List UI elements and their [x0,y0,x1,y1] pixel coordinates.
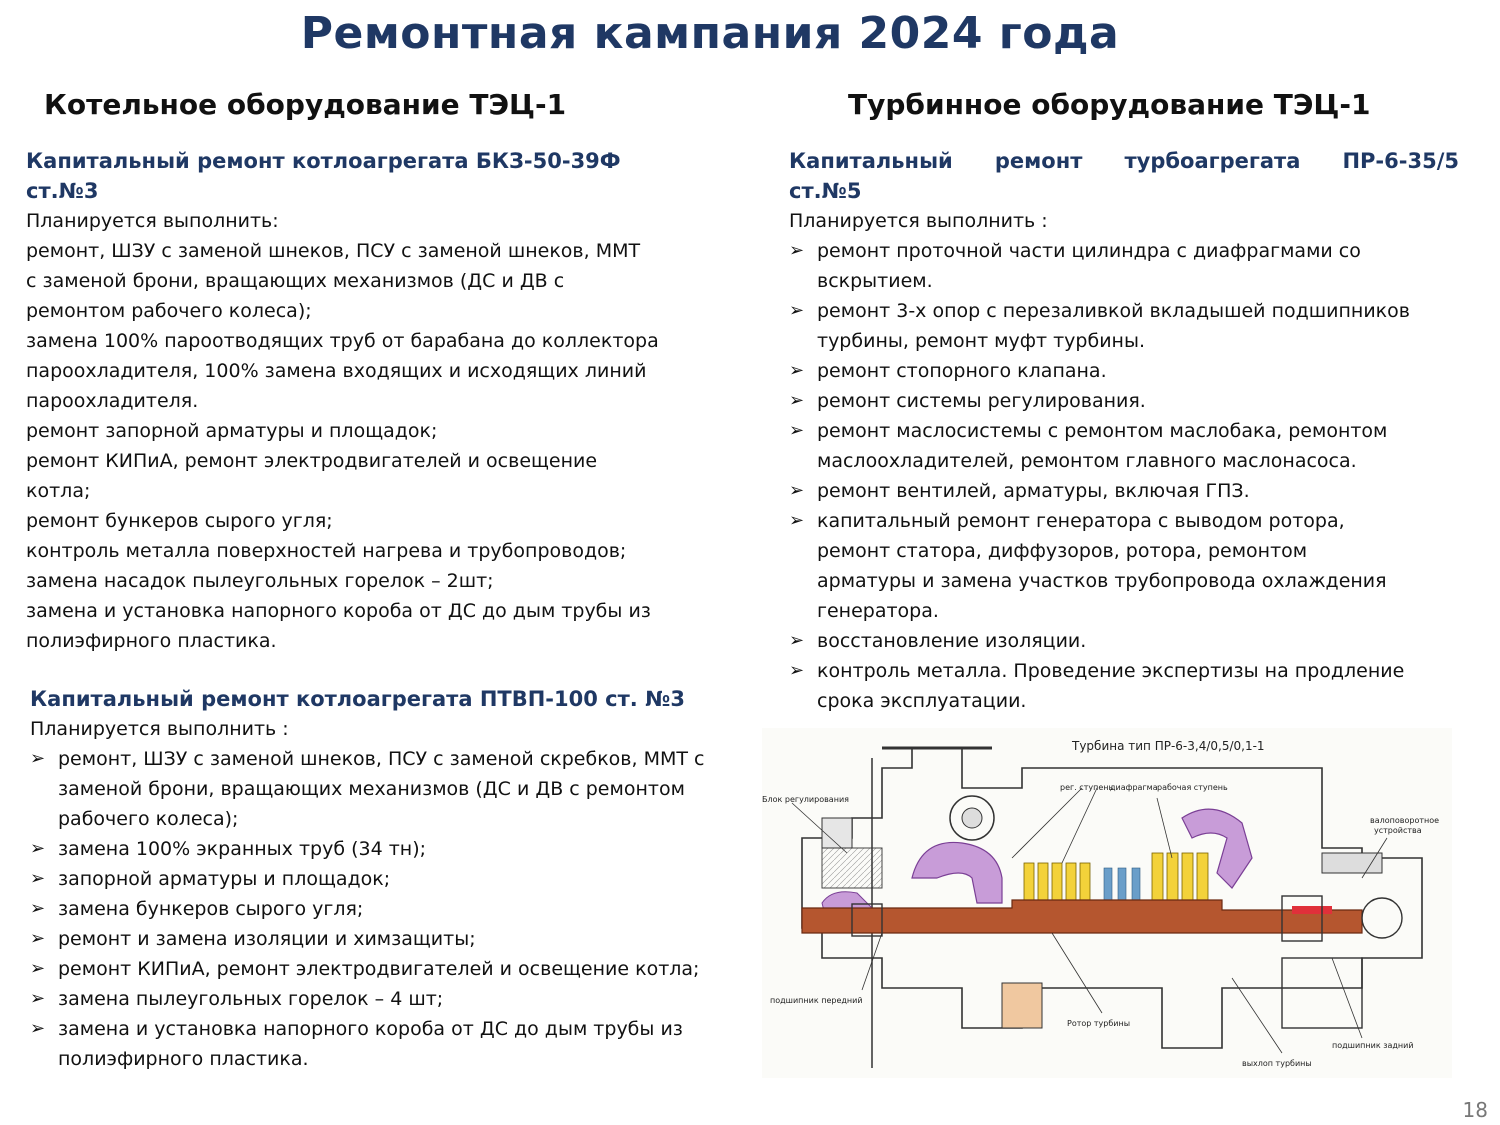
turbine-list-item [789,236,1459,296]
ptvp-list-item-line: полиэфирного пластика. [58,1048,309,1070]
label-rear-bearing: подшипник задний [1332,1041,1414,1050]
arrow-bullet-icon: ➢ [30,988,46,1009]
ptvp-list-item-line: ремонт КИПиА, ремонт электродвигателей и освещение котла; [58,958,700,980]
ptvp-list-item-line: рабочего колеса); [58,808,239,830]
bkz-text-line: ремонт запорной арматуры и площадок; [26,420,438,442]
turbine-list-item [789,506,1459,626]
turbine-list-item [789,356,1459,386]
arrow-bullet-icon: ➢ [789,420,805,441]
ptvp-list-item [30,834,770,864]
label-turning-gear-1: валоповоротное [1370,816,1440,825]
arrow-bullet-icon: ➢ [789,660,805,681]
arrow-bullet-icon: ➢ [30,748,46,769]
bkz-text-lines [26,206,726,656]
ptvp-intro: Планируется выполнить : [30,718,289,740]
ptvp-list-item-line: замена 100% экранных труб (34 тн); [58,838,427,860]
arrow-bullet-icon: ➢ [30,868,46,889]
turbine-list-item-line: ремонт 3-х опор с перезаливкой вкладышей подшипников [817,300,1410,322]
arrow-bullet-icon: ➢ [30,958,46,979]
turbine-intro: Планируется выполнить : [789,210,1048,232]
label-rotor: Ротор турбины [1067,1019,1131,1028]
ptvp-list-item-line: замена и установка напорного короба от ДС до дым трубы из [58,1018,683,1040]
arrow-bullet-icon: ➢ [789,630,805,651]
arrow-bullet-icon: ➢ [789,300,805,321]
turbine-subheading-word: ПР-6-35/5 [1342,149,1459,173]
arrow-bullet-icon: ➢ [30,1018,46,1039]
turbine-list-item [789,386,1459,416]
ptvp-list-item-line: заменой брони, вращающих механизмов (ДС и ДВ с ремонтом [58,778,685,800]
turbine-list-item [789,416,1459,476]
ptvp-list-item [30,1014,770,1074]
label-reg-stage: рег. ступень [1060,783,1114,792]
boiler-section-heading: Котельное оборудование ТЭЦ-1 [44,88,567,121]
turbine-list-item [789,476,1459,506]
turbine-list-item-line: маслоохладителей, ремонтом главного маслонасоса. [817,450,1357,472]
arrow-bullet-icon: ➢ [30,898,46,919]
label-front-bearing: подшипник передний [770,996,863,1005]
turbine-diagram [762,728,1452,1078]
turbine-list-item-line: ремонт системы регулирования. [817,390,1146,412]
bkz-text-line: с заменой брони, вращающих механизмов (ДС и ДВ с [26,270,565,292]
ptvp-list-item-line: замена пылеугольных горелок – 4 шт; [58,988,444,1010]
turbine-subheading-line1 [789,146,1459,176]
ptvp-list-item [30,984,770,1014]
bkz-text-line: ремонт, ШЗУ с заменой шнеков, ПСУ с заменой шнеков, ММТ [26,240,641,262]
bkz-text-line: замена и установка напорного короба от ДС до дым трубы из [26,600,651,622]
turbine-work-list [789,236,1459,716]
turbine-subheading-word: ремонт [994,149,1083,173]
arrow-bullet-icon: ➢ [30,838,46,859]
bkz-text-line: ремонт бункеров сырого угля; [26,510,333,532]
turbine-list-item-line: восстановление изоляции. [817,630,1087,652]
bkz-subheading-line2: ст.№3 [26,179,99,203]
ptvp-list-item [30,894,770,924]
ptvp-list-item [30,744,770,834]
boiler-ptvp-block [30,684,770,1074]
turbine-list-item [789,296,1459,356]
ptvp-list-item [30,864,770,894]
ptvp-subheading: Капитальный ремонт котлоагрегата ПТВП-100 ст. №3 [30,687,685,711]
turbine-list-item-line: ремонт статора, диффузоров, ротора, ремонтом [817,540,1308,562]
turbine-list-item-line: вскрытием. [817,270,933,292]
ptvp-list-item-line: запорной арматуры и площадок; [58,868,391,890]
turbine-list-item-line: турбины, ремонт муфт турбины. [817,330,1146,352]
turbine-list-item-line: ремонт маслосистемы с ремонтом маслобака, ремонтом [817,420,1388,442]
bkz-text-line: ремонтом рабочего колеса); [26,300,312,322]
bkz-text-line: ремонт КИПиА, ремонт электродвигателей и освещение [26,450,598,472]
ptvp-list-item-line: ремонт, ШЗУ с заменой шнеков, ПСУ с заменой скребков, ММТ с [58,748,705,770]
bkz-text-line: пароохладителя, 100% замена входящих и исходящих линий [26,360,647,382]
turbine-list-item-line: ремонт вентилей, арматуры, включая ГПЗ. [817,480,1250,502]
ptvp-work-list [30,744,770,1074]
bkz-text-line: полиэфирного пластика. [26,630,277,652]
turbine-list-item-line: ремонт стопорного клапана. [817,360,1107,382]
arrow-bullet-icon: ➢ [789,480,805,501]
turbine-list-item-line: срока эксплуатации. [817,690,1027,712]
page-number: 18 [1462,1098,1488,1122]
ptvp-list-item [30,954,770,984]
ptvp-list-item-line: замена бункеров сырого угля; [58,898,364,920]
arrow-bullet-icon: ➢ [789,240,805,261]
arrow-bullet-icon: ➢ [789,360,805,381]
turbine-list-item-line: контроль металла. Проведение экспертизы на продление [817,660,1405,682]
turbine-list-item-line: генератора. [817,600,939,622]
arrow-bullet-icon: ➢ [789,510,805,531]
label-work-stage: рабочая ступень [1157,783,1228,792]
turbine-list-item-line: арматуры и замена участков трубопровода охлаждения [817,570,1387,592]
turbine-list-item-line: ремонт проточной части цилиндра с диафрагмами со [817,240,1361,262]
turbine-list-item [789,626,1459,656]
label-exhaust: выхлоп турбины [1242,1059,1312,1068]
bkz-text-line: Планируется выполнить: [26,210,279,232]
ptvp-list-item-line: ремонт и замена изоляции и химзащиты; [58,928,476,950]
bkz-text-line: замена насадок пылеугольных горелок – 2шт; [26,570,494,592]
boiler-bkz-block [26,146,726,656]
turbine-block [789,146,1459,716]
page-title: Ремонтная кампания 2024 года [300,8,1120,59]
turbine-list-item-line: капитальный ремонт генератора с выводом ротора, [817,510,1345,532]
label-diaphragm: диафрагма [1110,783,1158,792]
turbine-subheading-word: турбоагрегата [1124,149,1301,173]
turbine-list-item [789,656,1459,716]
bkz-subheading-line1: Капитальный ремонт котлоагрегата БКЗ-50-39Ф [26,149,621,173]
bkz-text-line: пароохладителя. [26,390,199,412]
turbine-cross-section [762,728,1452,1078]
arrow-bullet-icon: ➢ [789,390,805,411]
label-turning-gear-2: устройства [1374,826,1422,835]
turbine-subheading-line2: ст.№5 [789,179,862,203]
bkz-text-line: контроль металла поверхностей нагрева и трубопроводов; [26,540,627,562]
ptvp-list-item [30,924,770,954]
diagram-title: Турбина тип ПР-6-3,4/0,5/0,1-1 [1072,739,1265,753]
turbine-subheading-word: Капитальный [789,149,953,173]
bkz-text-line: котла; [26,480,91,502]
arrow-bullet-icon: ➢ [30,928,46,949]
turbine-section-heading: Турбинное оборудование ТЭЦ-1 [848,88,1371,121]
label-block-regulation: Блок регулирования [762,795,849,804]
bkz-text-line: замена 100% пароотводящих труб от барабана до коллектора [26,330,659,352]
